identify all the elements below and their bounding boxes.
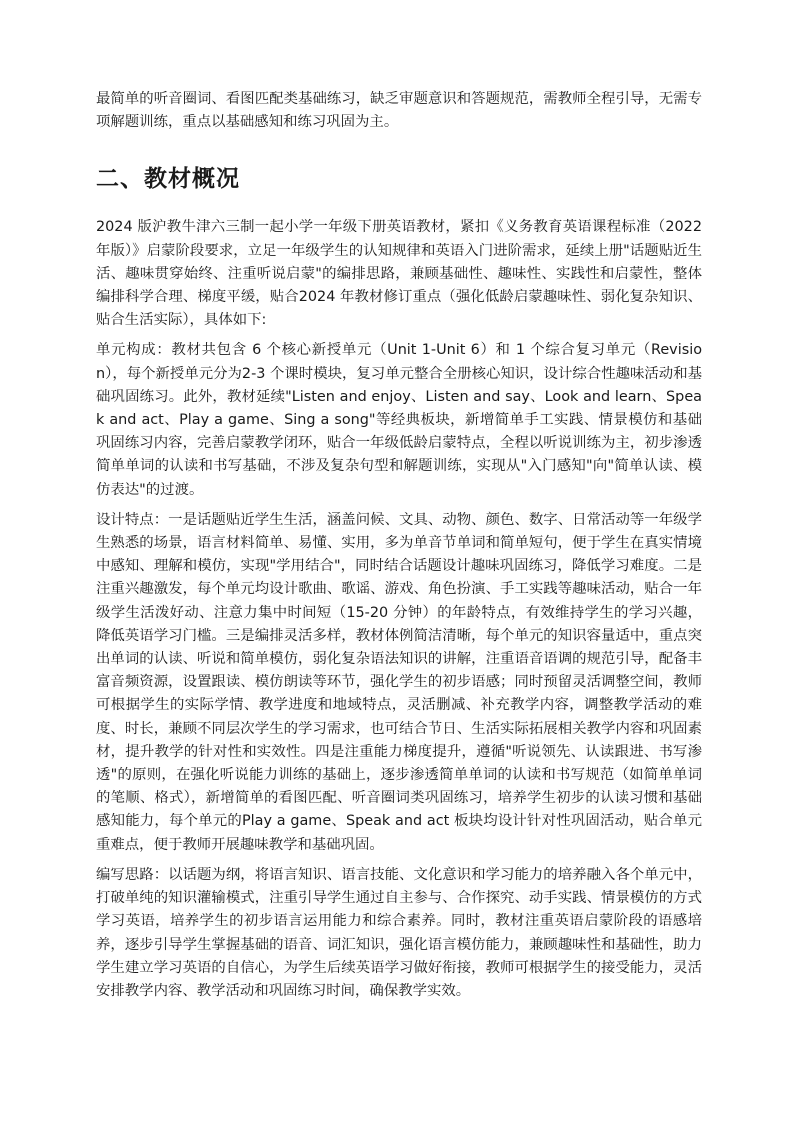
writing-approach-paragraph: 编写思路：以话题为纲，将语言知识、语言技能、文化意识和学习能力的培养融入各个单元中，打破单纯的知识灌输模式，注重引导学生通过自主参与、合作探究、动手实践、情景模仿的方式学习英语，培养学生的初步语言运用能力和综合素养。同时，教材注重英语启蒙阶段的语感培养，逐步引导学生掌握基础的语音、词汇知识，强化语言模仿能力，兼顾趣味性和基础性，助力学生建立学习英语的自信心，为学生后续英语学习做好衔接，教师可根据学生的接受能力，灵活安排教学内容、教学活动和巩固练习时间，确保教学实效。 [96,866,702,999]
document-page [96,88,702,1003]
unit-composition-paragraph: 单元构成：教材共包含 6 个核心新授单元（Unit 1-Unit 6）和 1 个综合复习单元（Revision），每个新授单元分为2-3 个课时模块，复习单元整合全册核心知识，设计综合性趣味活动和基础巩固练习。此外，教材延续"Listen and enjoy、Listen and say、Look and learn、Speak and act、Play a game、Sing a song"等经典板块，新增简单手工实践、情景模仿和基础巩固练习内容，完善启蒙教学闭环，贴合一年级低龄启蒙特点，全程以听说训练为主，初步渗透简单单词的认读和书写基础，不涉及复杂句型和解题训练，实现从"入门感知"向"简单认读、模仿表达"的过渡。 [96,342,702,498]
design-features-paragraph: 设计特点：一是话题贴近学生生活，涵盖问候、文具、动物、颜色、数字、日常活动等一年级学生熟悉的场景，语言材料简单、易懂、实用，多为单音节单词和简单短句，便于学生在真实情境中感知、理解和模仿，实现"学用结合"，同时结合话题设计趣味巩固练习，降低学习难度。二是注重兴趣激发，每个单元均设计歌曲、歌谣、游戏、角色扮演、手工实践等趣味活动，贴合一年级学生活泼好动、注意力集中时间短（15-20 分钟）的年龄特点，有效维持学生的学习兴趣，降低英语学习门槛。三是编排灵活多样，教材体例简洁清晰，每个单元的知识容量适中，重点突出单词的认读、听说和简单模仿，弱化复杂语法知识的讲解，注重语音语调的规范引导，配备丰富音频资源，设置跟读、模仿朗读等环节，强化学生的初步语感；同时预留灵活调整空间，教师可根据学生的实际学情、教学进度和地域特点，灵活删减、补充教学内容，调整教学活动的难度、时长，兼顾不同层次学生的学习需求，也可结合节日、生活实际拓展相关教学内容和巩固素材，提升教学的针对性和实效性。四是注重能力梯度提升，遵循"听说领先、认读跟进、书写渗透"的原则，在强化听说能力训练的基础上，逐步渗透简单单词的认读和书写规范（如简单单词的笔顺、格式），新增简单的看图匹配、听音圈词类巩固练习，培养学生初步的认读习惯和基础感知能力，每个单元的Play a game、Speak and act 板块均设计针对性巩固活动，贴合单元重难点，便于教师开展趣味教学和基础巩固。 [96,511,702,853]
overview-paragraph: 2024 版沪教牛津六三制一起小学一年级下册英语教材，紧扣《义务教育英语课程标准（2022 年版）》启蒙阶段要求，立足一年级学生的认知规律和英语入门进阶需求，延续上册"话题贴近生活、趣味贯穿始终、注重听说启蒙"的编排思路，兼顾基础性、趣味性、实践性和启蒙性，整体编排科学合理、梯度平缓，贴合2024 年教材修订重点（强化低龄启蒙趣味性、弱化复杂知识、贴合生活实际），具体如下: [96,219,702,329]
intro-paragraph: 最简单的听音圈词、看图匹配类基础练习，缺乏审题意识和答题规范，需教师全程引导，无需专项解题训练，重点以基础感知和练习巩固为主。 [96,91,702,131]
section-heading: 二、教材概况 [96,166,240,193]
